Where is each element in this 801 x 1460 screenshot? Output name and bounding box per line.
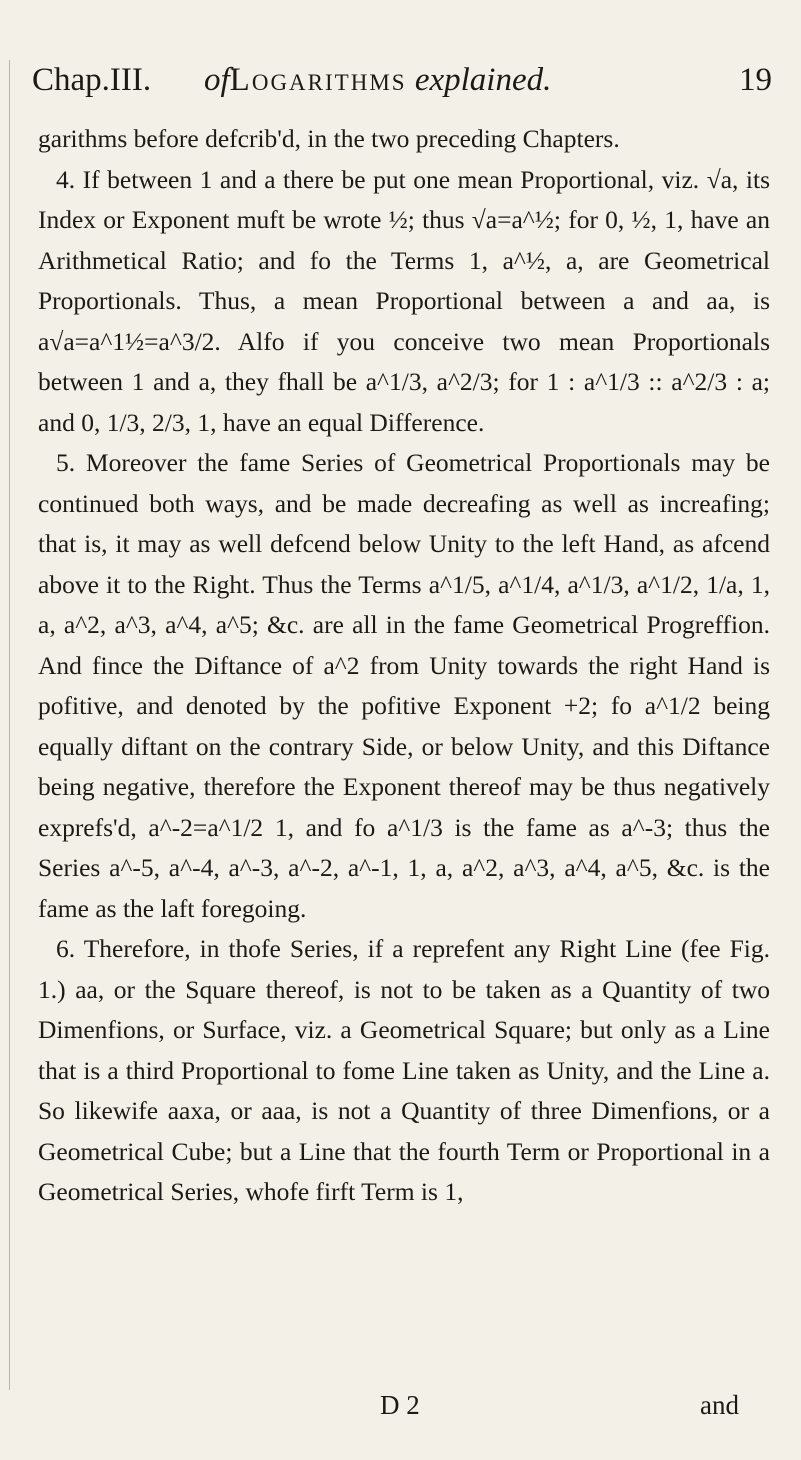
- title-of: of: [204, 62, 230, 98]
- page-gutter-edge: [9, 60, 10, 1390]
- running-header: [32, 62, 772, 106]
- paragraph-6: 6. Therefore, in thofe Series, if a reprefent any Right Line (fee Fig. 1.) aa, or the Square thereof, is not to be taken as a Quantity of two Dimenfions, or Surface, viz. a Geometrical Square; but only as a Line that is a third Proportional to fome Line taken as Unity, and the Line a. So likewife aaxa, or aaa, is not a Quantity of three Dimenfions, or a Geometrical Cube; but a Line that the fourth Term or Proportional in a Geometrical Series, whofe firft Term is 1,: [38, 934, 770, 1206]
- signature-mark: D 2: [380, 1390, 420, 1420]
- paragraph-4: 4. If between 1 and a there be put one mean Proportional, viz. √a, its Index or Exponent muft be wrote ½; thus √a=a^½; for 0, ½, 1, have an Arithmetical Ratio; and fo the Terms 1, a^½, a, are Geometrical Proportionals. Thus, a mean Proportional between a and aa, is a√a=a^1½=a^3/2. Alfo if you conceive two mean Proportionals between 1 and a, they fhall be a^1/3, a^2/3; for 1 : a^1/3 :: a^2/3 : a; and 0, 1/3, 2/3, 1, have an equal Difference.: [38, 164, 770, 437]
- page-number: 19: [739, 62, 772, 98]
- page-footer: [0, 1390, 801, 1430]
- paragraph-continued: garithms before defcrib'd, in the two preceding Chapters.: [38, 124, 620, 153]
- body-text: [38, 119, 770, 1213]
- paragraph-5: 5. Moreover the fame Series of Geometrical Proportionals may be continued both ways, and be made decreafing as well as increafing; that is, it may as well defcend below Unity to the left Hand, as afcend above it to the Right. Thus the Terms a^1/5, a^1/4, a^1/3, a^1/2, 1/a, 1, a, a^2, a^3, a^4, a^5; &c. are all in the fame Geometrical Progreffion. And fince the Diftance of a^2 from Unity towards the right Hand is pofitive, and denoted by the pofitive Exponent +2; fo a^1/2 being equally diftant on the contrary Side, or below Unity, and this Diftance being negative, therefore the Exponent thereof may be thus negatively exprefs'd, a^-2=a^1/2 1, and fo a^1/3 is the fame as a^-3; thus the Series a^-5, a^-4, a^-3, a^-2, a^-1, 1, a, a^2, a^3, a^4, a^5, &c. is the fame as the laft foregoing.: [38, 448, 770, 923]
- running-title: [204, 62, 551, 99]
- title-logarithms: Logarithms: [229, 62, 407, 98]
- title-explained: explained.: [414, 62, 552, 98]
- catchword: and: [700, 1390, 739, 1420]
- chapter-label: Chap.III.: [32, 62, 152, 98]
